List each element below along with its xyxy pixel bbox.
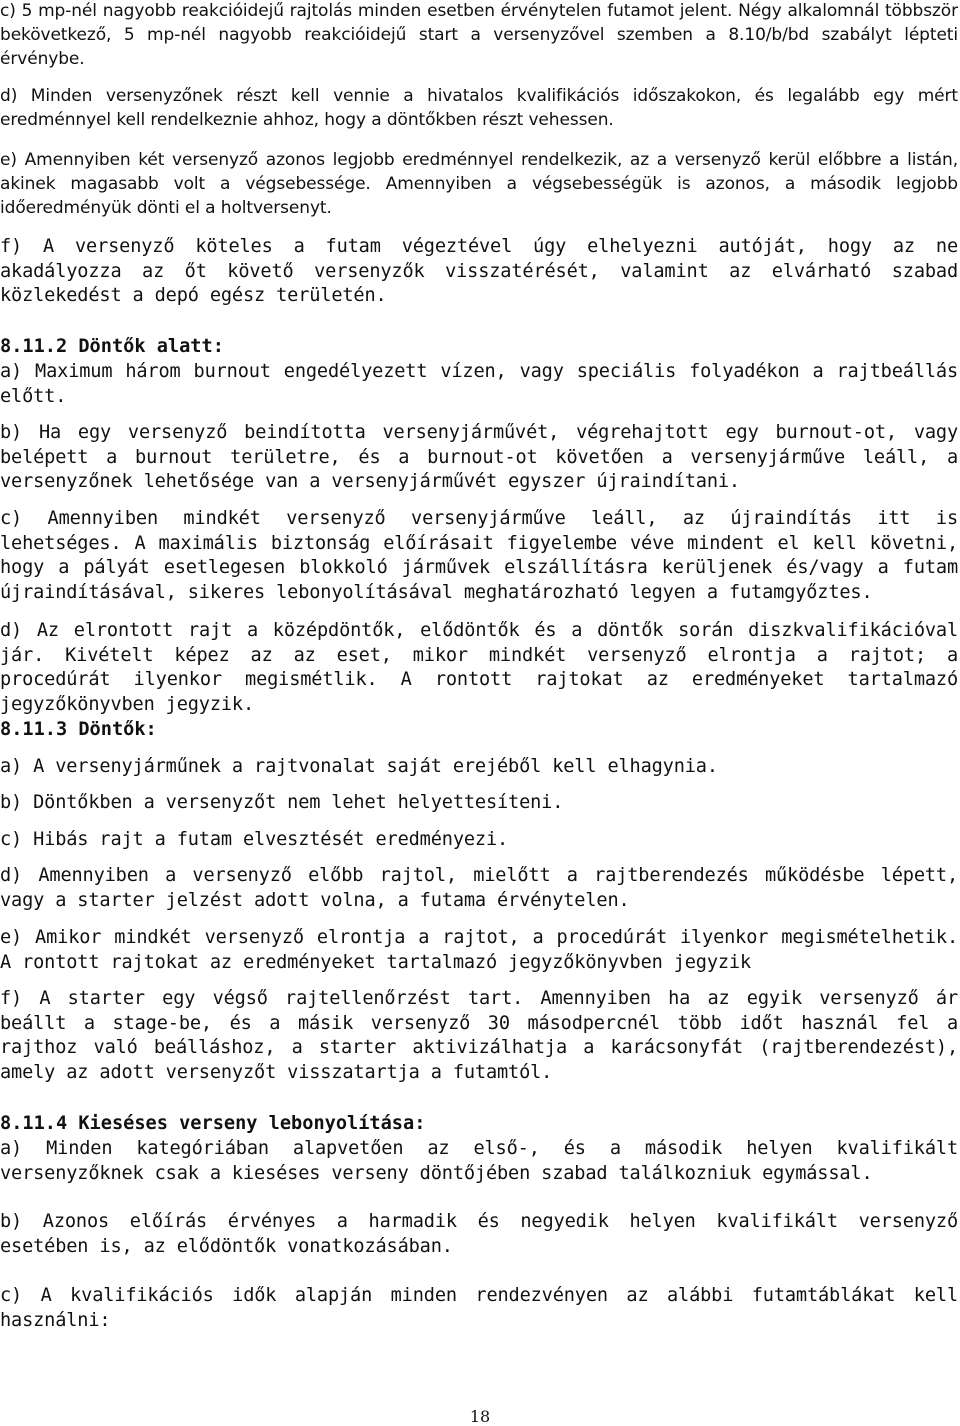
paragraph-c-reaction-time: c) 5 mp-nél nagyobb reakcióidejű rajtolás minden esetben érvénytelen futamot jelent. Négy alkalomnál többször bekövetkező, 5 mp-nél nagyobb reakcióidejű start a versenyzővel szemben a 8.10/b/bd szabályt lépteti érvénybe. bbox=[0, 1, 958, 69]
page-number: 18 bbox=[469, 1407, 491, 1426]
section-heading-8-11-4: 8.11.4 Kieséses verseny lebonyolítása: bbox=[0, 1113, 426, 1134]
paragraph-e-tie-break: e) Amennyiben két versenyző azonos legjobb eredménnyel rendelkezik, az a versenyző kerül előbbre a listán, akinek magasabb volt a végsebessége. Amennyiben a végsebességük is azonos, a második legjobb időeredményük dönti el a holtversenyt. bbox=[0, 150, 958, 218]
paragraph-d-early-start: d) Amennyiben a versenyző előbb rajtol, mielőtt a rajtberendezés működésbe lépett, vagy a starter jelzést adott volna, a futama érvénytelen. bbox=[0, 865, 958, 911]
paragraph-e-both-false-start: e) Amikor mindkét versenyző elrontja a rajtot, a procedúrát ilyenkor megismételhetik. A rontott rajtokat az eredményeket tartalmazó jegyzőkönyvben jegyzik bbox=[0, 927, 958, 973]
paragraph-a-first-second-final: a) Minden kategóriában alapvetően az első-, és a második helyen kvalifikált versenyzőknek csak a kieséses verseny döntőjében szabad találkozniuk egymással. bbox=[0, 1138, 958, 1184]
paragraph-f-parking: f) A versenyző köteles a futam végeztével úgy elhelyezni autóját, hogy az ne akadályozza az őt követő versenyzők visszatérését, valamint az elvárható szabad közlekedést a depó egész területén. bbox=[0, 236, 958, 306]
paragraph-c-tables: c) A kvalifikációs idők alapján minden rendezvényen az alábbi futamtáblákat kell használni: bbox=[0, 1285, 958, 1331]
paragraph-d-qualification: d) Minden versenyzőnek részt kell vennie a hivatalos kvalifikációs időszakokon, és legalább egy mért eredménnyel kell rendelkeznie ahhoz, hogy a döntőkben részt vehessen. bbox=[0, 86, 958, 130]
paragraph-c-false-start-loss: c) Hibás rajt a futam elvesztését eredményezi. bbox=[0, 829, 509, 850]
paragraph-a-burnout-limit: a) Maximum három burnout engedélyezett vízen, vagy speciális folyadékon a rajtbeállás előtt. bbox=[0, 361, 958, 407]
paragraph-b-restart: b) Ha egy versenyző beindította versenyjárművét, végrehajtott egy burnout-ot, vagy belépett a burnout területre, és a burnout-ot követően a versenyjárműve leáll, a versenyzőnek lehetősége van a versenyjárművét egyszer újraindítani. bbox=[0, 422, 958, 492]
paragraph-a-own-power: a) A versenyjárműnek a rajtvonalat saját erejéből kell elhagynia. bbox=[0, 756, 718, 777]
paragraph-b-third-fourth: b) Azonos előírás érvényes a harmadik és negyedik helyen kvalifikált versenyző esetében is, az elődöntők vonatkozásában. bbox=[0, 1211, 958, 1257]
paragraph-f-final-check: f) A starter egy végső rajtellenőrzést tart. Amennyiben ha az egyik versenyző ár beállt a stage-be, és a másik versenyző 30 másodpercnél több időt használ fel a rajthoz való beálláshoz, a starter aktivizálhatja a karácsonyfát (rajtberendezést), amely az adott versenyzőt visszatartja a futamtól. bbox=[0, 988, 958, 1083]
section-heading-8-11-2: 8.11.2 Döntők alatt: bbox=[0, 336, 224, 357]
section-heading-8-11-3: 8.11.3 Döntők: bbox=[0, 719, 157, 740]
paragraph-b-no-substitution: b) Döntőkben a versenyzőt nem lehet helyettesíteni. bbox=[0, 792, 564, 813]
paragraph-d-false-start: d) Az elrontott rajt a középdöntők, elődöntők és a döntők során diszkvalifikációval jár. Kivételt képez az az eset, mikor mindkét versenyző elrontja a rajtot; a procedúrát ilyenkor megismétlik. A rontott rajtokat az eredményeket tartalmazó jegyzőkönyvben jegyzik. bbox=[0, 620, 958, 715]
paragraph-c-both-stall: c) Amennyiben mindkét versenyző versenyjárműve leáll, az újraindítás itt is lehetséges. A maximális biztonság előírásait figyelembe véve mindent el kell követni, hogy a pályát esetlegesen blokkoló járművek elszállításra kerüljenek és/vagy a futam újraindításával, sikeres lebonyolításával meghatározható legyen a futamgyőztes. bbox=[0, 508, 958, 603]
